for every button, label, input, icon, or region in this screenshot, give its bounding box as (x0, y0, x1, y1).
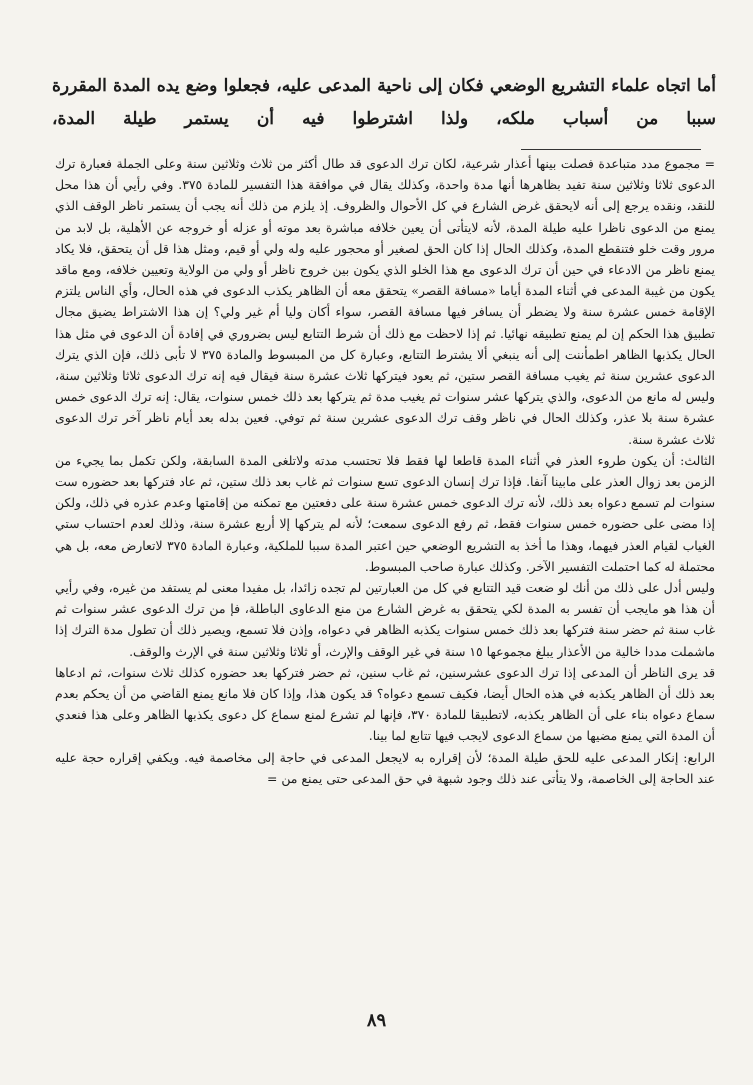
footnotes (55, 153, 715, 789)
footnote-paragraph: = مجموع مدد متباعدة فصلت بينها أعذار شرعية، لكان ترك الدعوى قد طال أكثر من ثلاث وثلاثين سنة وعلى الجملة فعبارة ترك الدعوى ثلاثا وثلاثين سنة تفيد بظاهرها أنها مدة واحدة، وكذلك يقال في موافقة هذا التفسير للمادة ٣٧٥. وفي رأيي أن هذا محل للنقد، ونقده يرجع إلى أنه لايحقق غرض الشارع في كل الأحوال والظروف. إذ يلزم من ذلك أنه يجب أن يستمر ناظر الوقف الذي يمنع من الدعوى ناظرا عليه طيلة المدة، لأنه لايتأتى أن يعين خلافه مباشرة بعد موته أو عزله أو خروجه عن الأهلية، بل لابد من مرور وقت خلو فتنقطع المدة، وكذلك الحال إذا كان الحق لصغير أو محجور عليه وله ولي أو قيم، ومثل هذا قل أن يتحقق، فلا يكاد يمنع ناظر من الادعاء في حين أن ترك الدعوى مع هذا الخلو الذي يكون بين خروج ناظر أو ولي من الولاية وتعيين خلافه، ومع ماقد يكون من غيبة المدعى في أثناء المدة أياما «مسافة القصر» يتحقق معه أن الظاهر يكذب الدعوى في هذه الحال، وأي الناس يلتزم الإقامة خمس عشرة سنة ولا يضطر أن يسافر فيها مسافة القصر، سواء أكان وليا أم غير ولي؟ إن هذا الاشتراط يضيق مجال تطبيق هذا الحكم إن لم يمنع تطبيقه نهائيا. ثم إذا لاحظت مع ذلك أن شرط التتابع ليس بضروري في إفادة أن الدعوى في مثل هذا الحال يكذبها الظاهر اطمأننت إلى أنه ينبغي ألا يشترط التتابع، وعبارة كل من المبسوط والمادة ٣٧٥ لا تأبى ذلك، فإن الذي يترك الدعوى عشرين سنة ثم يغيب مسافة القصر ستين، ثم يعود فيتركها ثلاث عشرة سنة فيقال فيه إنه ترك الدعوى ثلاثا وثلاثين سنة، وليس له مانع من الدعوى، والذي يتركها عشر سنوات ثم يغيب مدة ثم يتركها بعد ذلك خمس سنوات، يقال: إنه ترك الدعوى خمس عشرة سنة بلا عذر، وكذلك الحال في ناظر وقف ترك الدعوى عشرين سنة ثم توفي. فعين بدله بعد أيام ناظر آخر ترك الدعوى ثلاث عشرة سنة. (55, 156, 715, 447)
footnote-separator (521, 149, 701, 150)
footnote-paragraph: الرابع: إنكار المدعى عليه للحق طيلة المدة؛ لأن إقراره به لايجعل المدعى في حاجة إلى مخاصمة فيه. ويكفي إقراره حجة عليه عند الحاجة إلى الخاصمة، ولا يتأتى عند ذلك وجود شبهة في حق المدعى حتى يمنع من = (55, 749, 715, 786)
footnote-paragraph: قد يرى الناظر أن المدعى إذا ترك الدعوى عشرسنين، ثم غاب سنين، ثم حضر فتركها بعد حضوره كذلك ثلاث سنوات، ثم ادعاها بعد ذلك أن الظاهر يكذبه في هذه الحال أيضا، فكيف تسمع دعواه؟ قد يكون هذا، وإذا كان فلا مانع يمنع القاضي من أن يحكم بعدم سماع دعواه بناء على أن الظاهر يكذبه، لاتطبيقا للمادة ٣٧٠، فإنها لم تشرع لمنع سماع كل دعوى يكذبها الظاهر وعلى هذا فنعدي أن المدة التي يمنع مضيها من سماع الدعوى لايجب فيها تتابع لما بينا. (55, 664, 715, 744)
page-number: ٨٩ (366, 1010, 387, 1031)
footnote-paragraph: الثالث: أن يكون طروء العذر في أثناء المدة قاطعا لها فقط فلا تحتسب مدته ولاتلغى المدة السابقة، ولكن تكمل بما يجيء من الزمن بعد زوال العذر على مابينا آنفا. فإذا ترك إنسان الدعوى تسع سنوات ثم غاب بعد ذلك ستين، ثم عاد فتركها بعد حضوره ست سنوات لم تسمع دعواه بعد ذلك، لأنه ترك الدعوى خمس عشرة سنة على دفعتين مع تمكنه من إقامتها وعدم عذره في ذلك، ولكن إذا مضى على حضوره خمس سنوات فقط، ثم رفع الدعوى سمعت؛ لأنه لم يتركها إلا أربع عشرة سنة، وذلك لعدم احتساب ستي الغياب لقيام العذر فيهما، وهذا ما أخذ به التشريع الوضعي حين اعتبر المدة سببا للملكية، وعبارة المادة ٣٧٥ لاتعارض معه، بل هي محتملة له كما احتملت التفسير الآخر. وكذلك عبارة صاحب المبسوط. (55, 452, 715, 574)
footnote-paragraph: وليس أدل على ذلك من أنك لو ضعت قيد التتابع في كل من العبارتين لم تجده زائدا، بل مفيدا معنى لم يستفد من غيره، وفي رأيي أن هذا هو مايجب أن تفسر به المدة لكي يتحقق به غرض الشارع من منع الدعاوى الباطلة، فإ من ترك الدعوى عشر سنوات ثم غاب سنة ثم حضر سنة فتركها بعد ذلك خمس سنوات يكذبه الظاهر في دعواه، وإذن فلا تسمع، ويصير ذلك أن تطول مدة الترك إذا ماشملت مددا خالية من الأعذار يبلغ مجموعها ١٥ سنة في غير الوقف والإرث، أو ثلاثا وثلاثين سنة في الإرث والوقف. (55, 580, 715, 659)
main-paragraph: أما اتجاه علماء التشريع الوضعي فكان إلى ناحية المدعى عليه، فجعلوا وضع يده المدة المقررة سببا من أسباب ملكه، ولذا اشترطوا فيه أن يستمر طيلة المدة، (52, 76, 716, 129)
